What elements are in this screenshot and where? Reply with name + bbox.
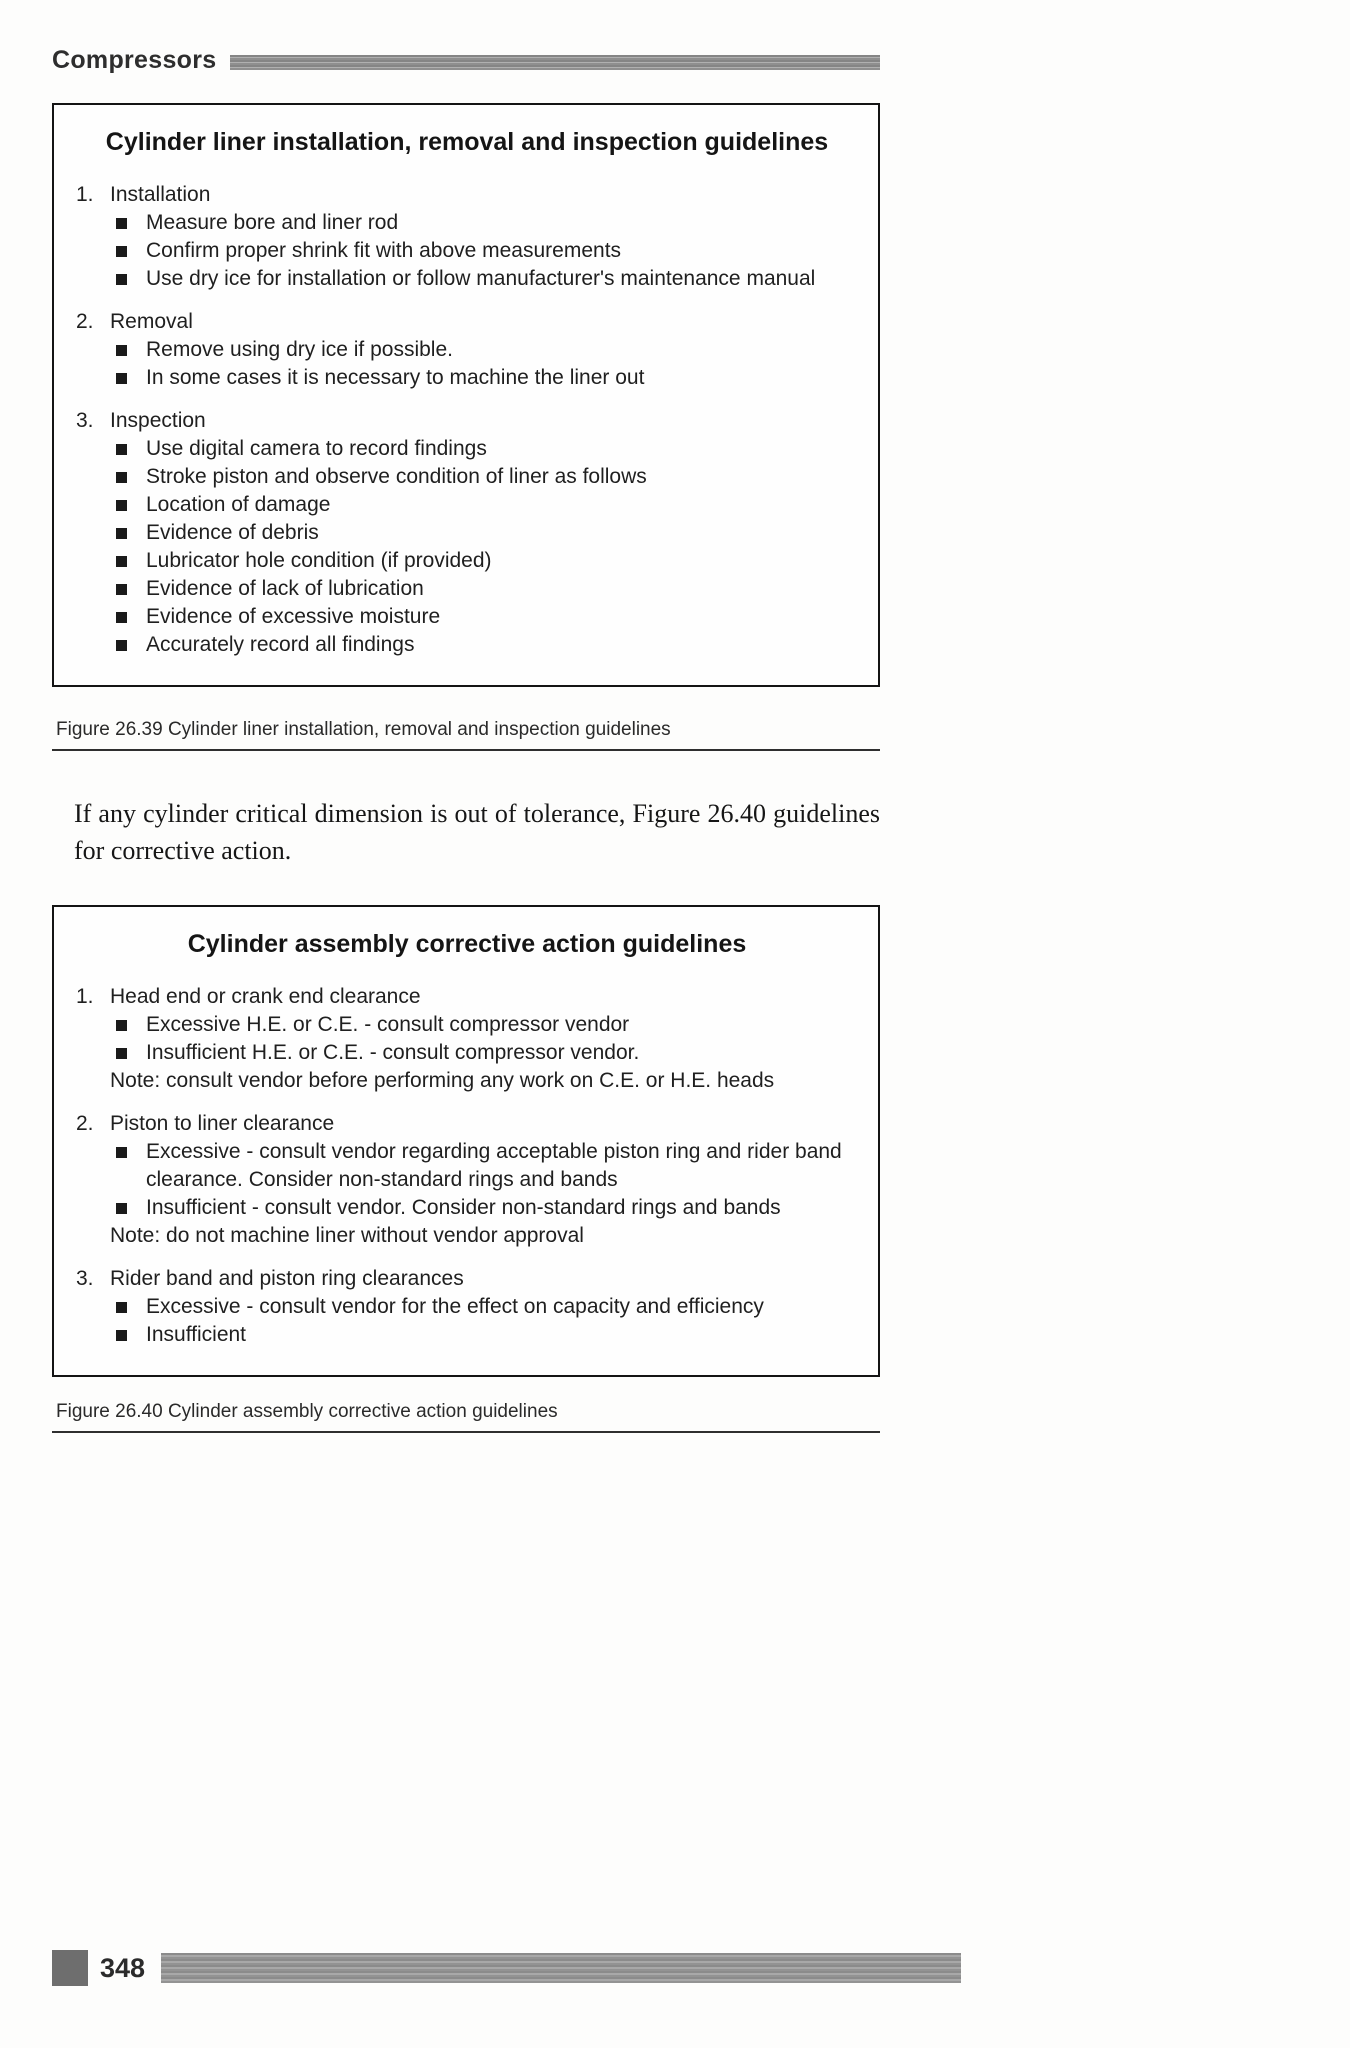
bullet-list (116, 1011, 858, 1067)
bullet-text: Accurately record all findings (146, 633, 415, 656)
bullet-item (116, 603, 858, 631)
bullet-item (116, 1011, 858, 1039)
bullet-item (116, 519, 858, 547)
item-number: 1. (76, 183, 94, 206)
item-label: Removal (110, 310, 193, 333)
square-bullet-icon (116, 1330, 127, 1341)
item-label: Inspection (110, 409, 206, 432)
bullet-item (116, 491, 858, 519)
figure-26-40-box (52, 905, 880, 1377)
bullet-item (116, 1293, 858, 1321)
bullet-item (116, 631, 858, 659)
note-text: Note: do not machine liner without vendor approval (110, 1224, 584, 1247)
square-bullet-icon (116, 1302, 127, 1313)
item-number: 1. (76, 985, 94, 1008)
numbered-item (76, 181, 858, 209)
caption-rule (52, 1431, 880, 1433)
bullet-text: Insufficient - consult vendor. Consider non-standard rings and bands (146, 1196, 781, 1219)
item-label: Piston to liner clearance (110, 1112, 335, 1135)
bullet-text: Excessive H.E. or C.E. - consult compressor vendor (146, 1013, 630, 1036)
bullet-text: Confirm proper shrink fit with above measurements (146, 239, 622, 262)
bullet-text: Use digital camera to record findings (146, 437, 487, 460)
list-item (76, 407, 858, 659)
list-item (76, 1265, 858, 1349)
bullet-text: Excessive - consult vendor for the effect on capacity and efficiency (146, 1295, 764, 1318)
list-item (76, 181, 858, 293)
square-bullet-icon (116, 246, 127, 257)
bullet-item (116, 547, 858, 575)
bullet-text: Use dry ice for installation or follow manufacturer's maintenance manual (146, 267, 816, 290)
bullet-item (116, 209, 858, 237)
numbered-item (76, 308, 858, 336)
list-item (76, 983, 858, 1095)
bullet-text: Excessive - consult vendor regarding acceptable piston ring and rider band clearance. Consider non-standard rings and bands (146, 1140, 842, 1191)
square-bullet-icon (116, 274, 127, 285)
item-number: 2. (76, 310, 94, 333)
square-bullet-icon (116, 612, 127, 623)
page-content (52, 0, 880, 1433)
square-bullet-icon (116, 1147, 127, 1158)
bullet-text: Evidence of excessive moisture (146, 605, 441, 628)
square-bullet-icon (116, 373, 127, 384)
footer-square (52, 1950, 88, 1986)
bullet-text: Stroke piston and observe condition of liner as follows (146, 465, 647, 488)
square-bullet-icon (116, 1203, 127, 1214)
figure-caption-block (52, 719, 880, 751)
list-item (76, 1110, 858, 1250)
bullet-list (116, 336, 858, 392)
bullet-item (116, 364, 858, 392)
bullet-list (116, 1138, 858, 1222)
square-bullet-icon (116, 444, 127, 455)
figure-26-39-box (52, 103, 880, 687)
square-bullet-icon (116, 584, 127, 595)
numbered-list (76, 181, 858, 659)
square-bullet-icon (116, 528, 127, 539)
bullet-text: Measure bore and liner rod (146, 211, 399, 234)
figure-caption: Figure 26.40 Cylinder assembly corrective action guidelines (56, 1401, 558, 1422)
caption-rule (52, 749, 880, 751)
bullet-text: Evidence of lack of lubrication (146, 577, 424, 600)
page-footer (52, 1950, 972, 1986)
bullet-list (116, 1293, 858, 1349)
square-bullet-icon (116, 472, 127, 483)
bullet-item (116, 575, 858, 603)
bullet-text: Evidence of debris (146, 521, 319, 544)
square-bullet-icon (116, 1048, 127, 1059)
bullet-item (116, 265, 858, 293)
item-label: Installation (110, 183, 211, 206)
bullet-item (116, 435, 858, 463)
bullet-item (116, 1194, 858, 1222)
square-bullet-icon (116, 500, 127, 511)
bullet-list (116, 209, 858, 293)
figure-caption-block (52, 1401, 880, 1433)
header-stripe-bar (230, 55, 880, 70)
bullet-item (116, 463, 858, 491)
bullet-text: Remove using dry ice if possible. (146, 338, 453, 361)
item-number: 3. (76, 1267, 94, 1290)
numbered-item (76, 1265, 858, 1293)
footer-stripe-bar (161, 1953, 961, 1983)
bullet-text: Location of damage (146, 493, 331, 516)
figure-caption: Figure 26.39 Cylinder liner installation, removal and inspection guidelines (56, 719, 671, 740)
square-bullet-icon (116, 556, 127, 567)
note-text: Note: consult vendor before performing any work on C.E. or H.E. heads (110, 1069, 775, 1092)
item-number: 3. (76, 409, 94, 432)
page-number: 348 (100, 1952, 146, 1983)
body-paragraph: If any cylinder critical dimension is out of tolerance, Figure 26.40 guidelines for corrective action. (74, 799, 880, 865)
box-title: Cylinder liner installation, removal and inspection guidelines (105, 128, 829, 156)
bullet-item (116, 336, 858, 364)
square-bullet-icon (116, 345, 127, 356)
section-title: Compressors (52, 46, 217, 74)
bullet-list (116, 435, 858, 659)
bullet-text: Insufficient H.E. or C.E. - consult compressor vendor. (146, 1041, 640, 1064)
running-header (52, 46, 880, 75)
box-title: Cylinder assembly corrective action guidelines (187, 930, 747, 958)
bullet-item (116, 1321, 858, 1349)
bullet-item (116, 1039, 858, 1067)
numbered-item (76, 407, 858, 435)
bullet-text: Lubricator hole condition (if provided) (146, 549, 492, 572)
square-bullet-icon (116, 218, 127, 229)
numbered-item (76, 983, 858, 1011)
bullet-text: Insufficient (146, 1323, 247, 1346)
numbered-item (76, 1110, 858, 1138)
numbered-list (76, 983, 858, 1349)
bullet-text: In some cases it is necessary to machine the liner out (146, 366, 645, 389)
square-bullet-icon (116, 640, 127, 651)
item-number: 2. (76, 1112, 94, 1135)
bullet-item (116, 1138, 858, 1194)
item-label: Head end or crank end clearance (110, 985, 421, 1008)
item-label: Rider band and piston ring clearances (110, 1267, 464, 1290)
square-bullet-icon (116, 1020, 127, 1031)
list-item (76, 308, 858, 392)
bullet-item (116, 237, 858, 265)
